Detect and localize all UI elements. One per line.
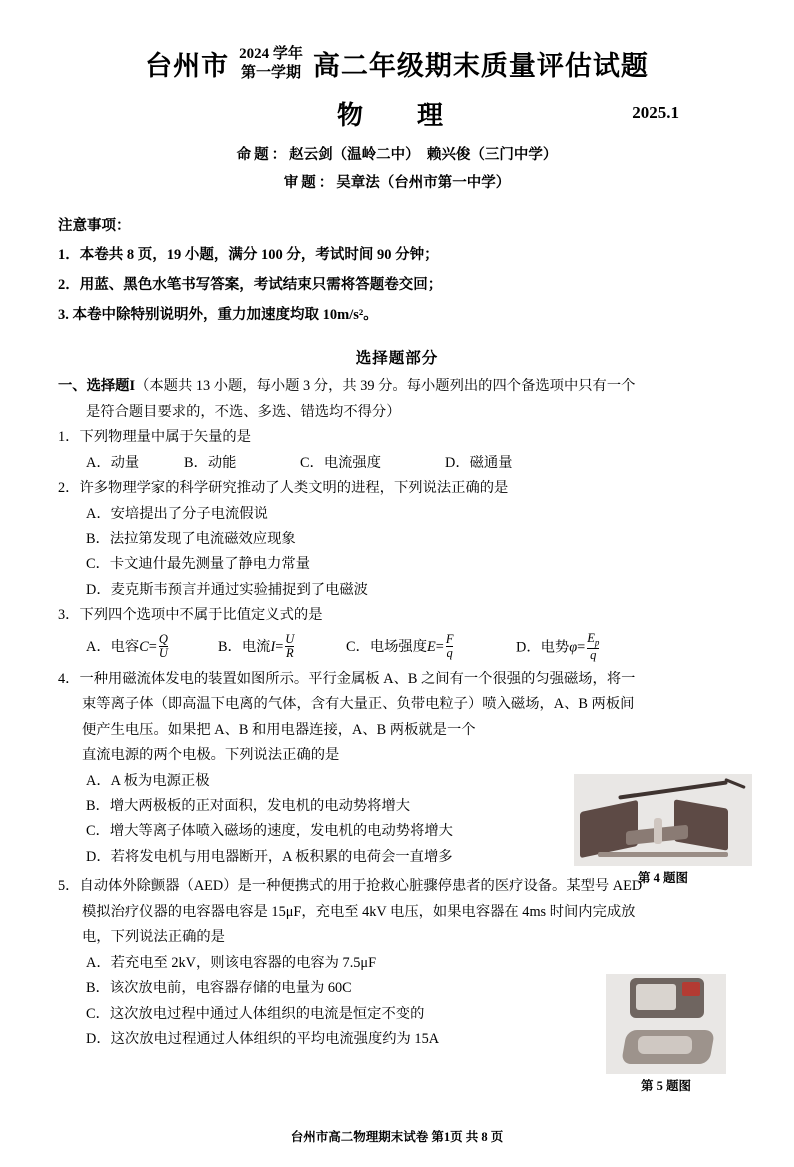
- question-5-option-b: B．该次放电前，电容器存储的电量为 60C: [86, 980, 352, 997]
- question-1-option-c: C．电流强度: [300, 454, 382, 471]
- question-5-no: 5．: [58, 878, 80, 895]
- part1-desc: （本题共 13 小题，每小题 3 分，共 39 分。每小题列出的四个备选项中只有一个: [135, 378, 636, 395]
- q3-c-sym: E: [427, 639, 436, 656]
- q3-b-num: U: [285, 632, 295, 647]
- reviewer-line: [0, 169, 794, 197]
- question-4-text-3: 便产生电压。如果把 A、B 和用电器连接，A、B 两板就是一个: [82, 721, 476, 738]
- question-3-option-d: [516, 630, 601, 663]
- q3-b-den: R: [285, 646, 294, 661]
- question-1-text: 下列物理量中属于矢量的是: [79, 429, 252, 446]
- question-1-options: [58, 451, 746, 476]
- exam-page: [0, 44, 794, 1167]
- subject-row: [0, 95, 794, 129]
- question-4-stem: [58, 667, 746, 692]
- q3-d-num: E: [587, 630, 595, 645]
- q3-c-text: 电场强度: [369, 639, 428, 656]
- q3-d-eq: =: [577, 639, 586, 656]
- question-5-option-a: A．若充电至 2kV，则该电容器的电容为 7.5μF: [86, 954, 377, 971]
- q3-d-sym: φ: [569, 639, 578, 656]
- subject-name: 物 理: [336, 101, 457, 130]
- q3-a-text: 电容: [110, 639, 140, 656]
- figure-5-caption: 第 5 题图: [640, 1079, 691, 1093]
- notice-block: [58, 212, 794, 331]
- question-3-text: 下列四个选项中不属于比值定义式的是: [79, 607, 323, 624]
- figure-4-caption: 第 4 题图: [637, 871, 688, 885]
- reviewer-value: 吴章法（台州市第一中学）: [336, 175, 511, 192]
- q3-b-eq: =: [275, 639, 284, 656]
- setter-label: 命题：: [236, 147, 290, 163]
- exam-content: [58, 374, 746, 1052]
- question-2-no: 2．: [58, 480, 80, 497]
- reviewer-label: 审题：: [283, 175, 337, 192]
- figure-5-image: [606, 974, 726, 1074]
- q3-b-label: B．: [218, 639, 242, 656]
- question-4-text-1: 一种用磁流体发电的装置如图所示。平行金属板 A、B 之间有一个很强的匀强磁场，将一: [79, 670, 636, 687]
- question-2-text: 许多物理学家的科学研究推动了人类文明的进程，下列说法正确的是: [79, 480, 509, 497]
- question-4-option-d: D．若将发电机与用电器断开，A 板积累的电荷会一直增多: [86, 848, 453, 865]
- question-1-stem: [58, 425, 746, 450]
- part1-head: 一、选择题I: [58, 378, 136, 395]
- question-1-option-a: A．动量: [86, 454, 140, 471]
- setter-line: [0, 141, 794, 169]
- q3-b-text: 电流: [241, 639, 271, 656]
- question-4-option-a: A．A 板为电源正极: [86, 772, 210, 789]
- question-4-no: 4．: [58, 670, 80, 687]
- title-year: [239, 45, 303, 83]
- notice-item-2: 2．用蓝、黑色水笔书写答案，考试结束只需将答题卷交回；: [58, 276, 443, 293]
- q3-d-label: D．: [516, 639, 541, 656]
- credits: [0, 141, 794, 198]
- q3-a-eq: =: [148, 639, 157, 656]
- question-2-stem: [58, 476, 746, 501]
- q3-d-num-sub: p: [594, 637, 600, 648]
- question-2-option-b: B．法拉第发现了电流磁效应现象: [86, 531, 296, 548]
- question-5-text-2: 模拟治疗仪器的电容器电容是 15μF，充电至 4kV 电压，如果电容器在 4ms 时间内完成放: [82, 903, 636, 920]
- question-3-no: 3．: [58, 607, 80, 624]
- q3-d-den: q: [587, 648, 599, 662]
- q3-a-num: Q: [158, 632, 168, 647]
- question-1-option-b: B．动能: [184, 454, 237, 471]
- question-3-stem: [58, 603, 746, 628]
- q3-c-eq: =: [435, 639, 444, 656]
- question-4-option-b: B．增大两极板的正对面积，发电机的电动势将增大: [86, 798, 411, 815]
- question-2-option-a: A．安培提出了分子电流假说: [86, 505, 268, 522]
- question-5-text-1: 自动体外除颤器（AED）是一种便携式的用于抢救心脏骤停患者的医疗设备。某型号 AED: [79, 878, 643, 895]
- q3-a-label: A．: [86, 639, 111, 656]
- question-3-option-c: [346, 634, 516, 661]
- title-rest: 高二年级期末质量评估试题: [312, 51, 649, 81]
- notice-item-3: 3. 本卷中除特别说明外，重力加速度均取 10m/s²。: [58, 306, 378, 323]
- figure-4-image: [574, 774, 752, 866]
- page-title: [0, 44, 794, 83]
- q3-c-den: q: [446, 646, 453, 661]
- q3-a-den: U: [158, 646, 168, 661]
- question-1-option-d: D．磁通量: [445, 454, 513, 471]
- question-5-option-c: C．这次放电过程中通过人体组织的电流是恒定不变的: [86, 1005, 425, 1022]
- q3-d-text: 电势: [540, 639, 570, 656]
- q3-c-num: F: [445, 632, 454, 647]
- q3-b-sym: I: [270, 639, 276, 656]
- question-3-option-a: [86, 634, 218, 661]
- question-2-option-c: C．卡文迪什最先测量了静电力常量: [86, 556, 310, 573]
- exam-date: 2025.1: [632, 103, 679, 122]
- question-2-option-d: D．麦克斯韦预言并通过实验捕捉到了电磁波: [86, 581, 368, 598]
- question-4-text-2: 束等离子体（即高温下电离的气体，含有大量正、负带电粒子）喷入磁场，A、B 两板间: [82, 696, 635, 713]
- figure-question-4: [574, 774, 752, 886]
- q3-a-sym: C: [139, 639, 149, 656]
- question-4-text-4: 直流电源的两个电极。下列说法正确的是: [82, 747, 340, 764]
- section-title: 选择题部分: [355, 350, 439, 368]
- figure-question-5: [586, 974, 746, 1094]
- q3-c-label: C．: [346, 639, 370, 656]
- part1-instruction-line2: 是符合题目要求的，不选、多选、错选均不得分）: [86, 403, 401, 420]
- question-5-text-3: 电，下列说法正确的是: [82, 929, 225, 946]
- question-1-no: 1．: [58, 429, 80, 446]
- part1-instruction: [58, 374, 746, 399]
- title-year-line1: 2024 学年: [239, 45, 303, 62]
- setter-value: 赵云剑（温岭二中） 赖兴俊（三门中学）: [289, 147, 558, 163]
- question-3-options: [58, 630, 746, 663]
- notice-item-1: 1．本卷共 8 页，19 小题，满分 100 分，考试时间 90 分钟；: [58, 247, 439, 264]
- notice-title: 注意事项：: [58, 217, 131, 234]
- page-footer: 台州市高二物理期末试卷 第1页 共 8 页: [290, 1130, 504, 1144]
- title-year-line2: 第一学期: [240, 64, 301, 81]
- title-school: 台州市: [145, 51, 230, 81]
- question-4-option-c: C．增大等离子体喷入磁场的速度，发电机的电动势将增大: [86, 823, 453, 840]
- question-3-option-b: [218, 634, 346, 661]
- question-5-option-d: D．这次放电过程通过人体组织的平均电流强度约为 15A: [86, 1030, 440, 1047]
